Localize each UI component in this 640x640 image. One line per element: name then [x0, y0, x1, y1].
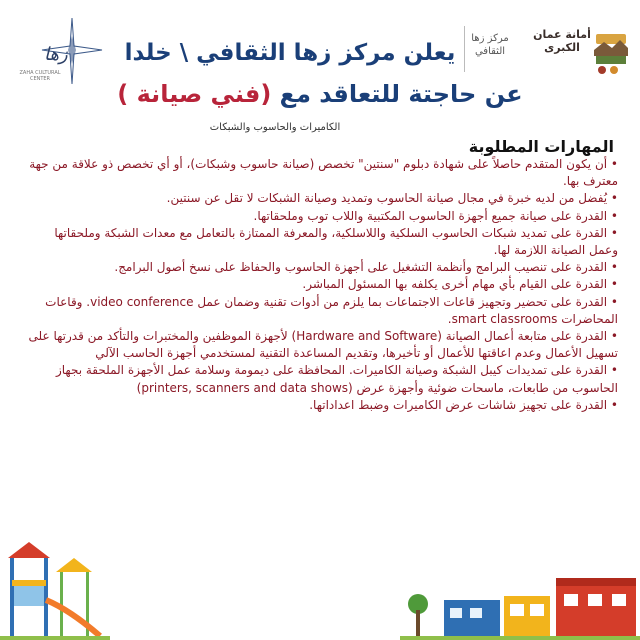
buildings-illustration	[400, 570, 640, 640]
skill-item: • القدرة على تمديد شبكات الحاسوب السلكية واللاسلكية، والمعرفة الممتازة بالتعامل مع معدات الشبكة وملحقاتها وعمل الصيانة اللازمة لها.	[54, 225, 618, 258]
skills-heading: المهارات المطلوبة	[468, 137, 614, 156]
title-line-2	[110, 80, 530, 108]
skill-item: • أن يكون المتقدم حاصلاً على شهادة دبلوم "سنتين" تخصص (صيانة حاسوب وشبكات)، أو أي تخصص ذو علاقة من جهة معترف بها.	[29, 157, 618, 189]
skill-item: • يُفضل من لديه خبرة في مجال صيانة الحاسوب وتمديد وصيانة الشبكات لا تقل عن سنتين.	[166, 191, 618, 206]
title-line-2-prefix: عن حاجتة للتعاقد مع	[279, 80, 523, 108]
zaha-center-logo	[14, 16, 106, 88]
skill-item: • القدرة على متابعة أعمال الصيانة (Hardware and Software) لأجهزة الموظفين والمختبرات والتأكد من قدرتها على تسهيل الأعمال وعدم اعاقتها للأعمال أو تأخيرها، وتقديم المساعدة التقنية لمستخدمي أجهزة الحاسب الآلي	[28, 329, 618, 361]
playground-illustration	[0, 540, 110, 640]
skills-list	[28, 156, 618, 414]
skill-item: • القدرة على تحضير وتجهيز قاعات الاجتماعات بما يلزم من أدوات تقنية وضمان عمل video conference. وقاعات المحاضرات smart classrooms.	[45, 294, 618, 326]
skill-item: • القدرة على تمديدات كيبل الشبكة وصيانة الكاميرات. المحافظة على ديمومة وسلامة عمل الأجهزة الملحقة بجهاز الحاسوب من طابعات، ماسحات ضوئية وأجهزة عرض (printers, scanners and data shows)	[55, 363, 618, 395]
svg-text:زها: زها	[44, 44, 68, 65]
skill-item: • القدرة على القيام بأي مهام أخرى يكلفه بها المسئول المباشر.	[302, 277, 618, 292]
skill-item: • القدرة على تجهيز شاشات عرض الكاميرات وضبط اعداداتها.	[309, 397, 618, 412]
skill-item: • القدرة على تنصيب البرامج وأنظمة التشغيل على أجهزة الحاسوب والحفاظ على نسخ أصول البرامج.	[114, 260, 618, 275]
zaha-logo-caption: ZAHA CULTURAL CENTER	[19, 70, 61, 82]
amana-logo	[514, 20, 632, 84]
zaha-small-logo	[468, 32, 512, 58]
amana-logo-text: أمانة عمان الكبرى	[533, 28, 591, 54]
title-line-1: يعلن مركز زها الثقافي \ خلدا	[124, 40, 456, 66]
job-subtitle: الكاميرات والحاسوب والشبكات	[209, 122, 341, 133]
zaha-small-logo-text: مركز زها الثقافي	[471, 33, 509, 57]
job-title-highlight: (فني صيانة )	[117, 80, 272, 108]
amana-logo-icon	[592, 26, 630, 76]
skill-item: • القدرة على صيانة جميع أجهزة الحاسوب المكتبية واللاب توب وملحقاتها.	[253, 208, 618, 223]
